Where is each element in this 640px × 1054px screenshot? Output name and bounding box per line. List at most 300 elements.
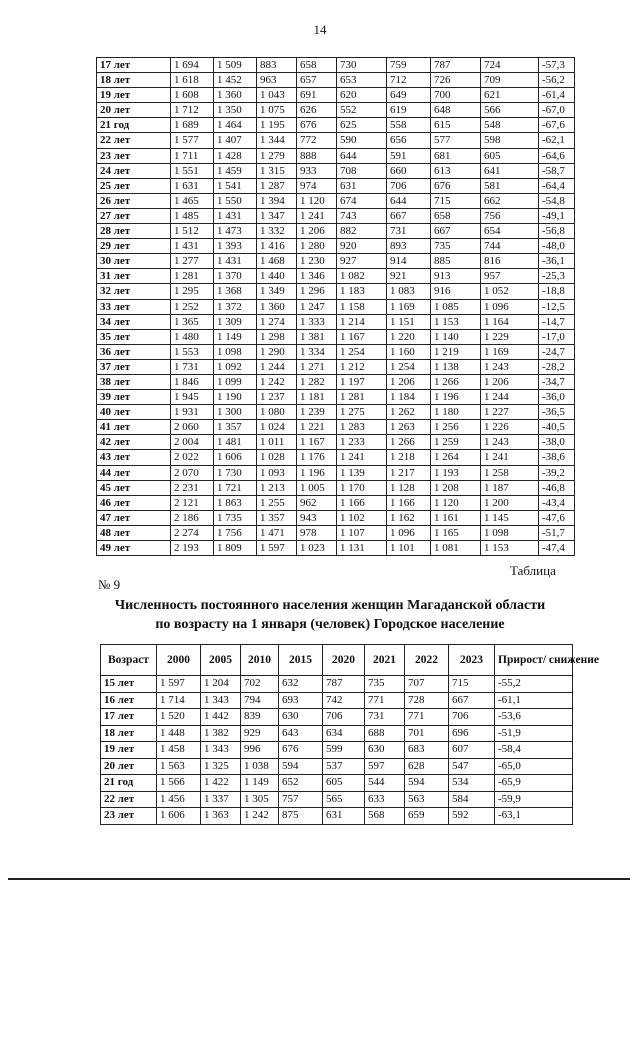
value-cell: -38,0 — [539, 435, 575, 450]
value-cell: 1 471 — [257, 525, 297, 540]
table-title — [80, 596, 580, 634]
value-cell: 1 043 — [257, 88, 297, 103]
value-cell: 1 357 — [257, 510, 297, 525]
value-cell: 1 195 — [257, 118, 297, 133]
value-cell: 1 279 — [257, 148, 297, 163]
value-cell: 1 730 — [214, 465, 257, 480]
value-cell: 1 577 — [171, 133, 214, 148]
value-cell: 1 363 — [201, 808, 241, 825]
value-cell: 2 121 — [171, 495, 214, 510]
value-cell: 657 — [297, 73, 337, 88]
column-header: 2022 — [405, 645, 449, 676]
value-cell: 1 931 — [171, 405, 214, 420]
value-cell: 1 085 — [431, 299, 481, 314]
value-cell: 2 004 — [171, 435, 214, 450]
value-cell: 1 809 — [214, 541, 257, 556]
value-cell: 996 — [241, 742, 279, 759]
column-header: 2010 — [241, 645, 279, 676]
value-cell: 715 — [449, 676, 495, 693]
value-cell: 1 183 — [337, 284, 387, 299]
value-cell: 619 — [387, 103, 431, 118]
value-cell: 1 180 — [431, 405, 481, 420]
value-cell: 1 305 — [241, 791, 279, 808]
value-cell: 1 551 — [171, 163, 214, 178]
age-cell: 33 лет — [97, 299, 171, 314]
value-cell: 1 608 — [171, 88, 214, 103]
value-cell: 1 349 — [257, 284, 297, 299]
table-row — [97, 465, 575, 480]
value-cell: 1 714 — [157, 692, 201, 709]
value-cell: 628 — [405, 758, 449, 775]
urban-women-table-body — [101, 676, 573, 825]
value-cell: 1 162 — [387, 510, 431, 525]
value-cell: 1 197 — [337, 374, 387, 389]
age-cell: 46 лет — [97, 495, 171, 510]
value-cell: -57,3 — [539, 58, 575, 73]
value-cell: 957 — [481, 269, 539, 284]
table-row — [97, 73, 575, 88]
value-cell: 1 243 — [481, 435, 539, 450]
value-cell: -65,0 — [495, 758, 573, 775]
value-cell: 656 — [387, 133, 431, 148]
value-cell: 742 — [323, 692, 365, 709]
value-cell: 1 024 — [257, 420, 297, 435]
urban-women-table-header — [101, 645, 573, 676]
value-cell: -64,4 — [539, 178, 575, 193]
value-cell: 1 846 — [171, 374, 214, 389]
value-cell: 1 081 — [431, 541, 481, 556]
age-cell: 39 лет — [97, 390, 171, 405]
value-cell: -48,0 — [539, 239, 575, 254]
value-cell: -59,9 — [495, 791, 573, 808]
value-cell: 1 252 — [171, 299, 214, 314]
age-cell: 17 лет — [101, 709, 157, 726]
value-cell: 1 242 — [241, 808, 279, 825]
value-cell: 1 169 — [387, 299, 431, 314]
value-cell: 633 — [365, 791, 405, 808]
value-cell: 1 381 — [297, 329, 337, 344]
table-row — [97, 329, 575, 344]
value-cell: 565 — [323, 791, 365, 808]
column-header: Возраст — [101, 645, 157, 676]
value-cell: 1 241 — [481, 450, 539, 465]
value-cell: 916 — [431, 284, 481, 299]
value-cell: 1 169 — [481, 344, 539, 359]
value-cell: 1 165 — [431, 525, 481, 540]
page-number: 14 — [313, 22, 327, 37]
value-cell: -65,9 — [495, 775, 573, 792]
value-cell: 1 606 — [214, 450, 257, 465]
value-cell: 1 092 — [214, 359, 257, 374]
table-row — [97, 193, 575, 208]
column-header: 2021 — [365, 645, 405, 676]
age-cell: 22 лет — [101, 791, 157, 808]
value-cell: 620 — [337, 88, 387, 103]
value-cell: 1 298 — [257, 329, 297, 344]
value-cell: 597 — [365, 758, 405, 775]
value-cell: 1 160 — [387, 344, 431, 359]
value-cell: 1 242 — [257, 374, 297, 389]
value-cell: 1 176 — [297, 450, 337, 465]
value-cell: -28,2 — [539, 359, 575, 374]
age-cell: 18 лет — [101, 725, 157, 742]
value-cell: 712 — [387, 73, 431, 88]
table-row — [97, 541, 575, 556]
value-cell: 1 038 — [241, 758, 279, 775]
value-cell: 1 442 — [201, 709, 241, 726]
value-cell: 1 131 — [337, 541, 387, 556]
value-cell: 1 167 — [297, 435, 337, 450]
value-cell: -36,5 — [539, 405, 575, 420]
value-cell: 1 166 — [387, 495, 431, 510]
value-cell: 700 — [431, 88, 481, 103]
value-cell: 771 — [405, 709, 449, 726]
value-cell: 634 — [323, 725, 365, 742]
value-cell: -36,0 — [539, 390, 575, 405]
value-cell: -53,6 — [495, 709, 573, 726]
value-cell: 563 — [405, 791, 449, 808]
table-caption: Таблица — [510, 563, 556, 578]
table-row — [97, 208, 575, 223]
table-row — [97, 269, 575, 284]
value-cell: 772 — [297, 133, 337, 148]
table-row — [97, 118, 575, 133]
value-cell: 1 480 — [171, 329, 214, 344]
value-cell: -43,4 — [539, 495, 575, 510]
value-cell: 888 — [297, 148, 337, 163]
value-cell: 693 — [279, 692, 323, 709]
value-cell: 1 512 — [171, 224, 214, 239]
value-cell: 794 — [241, 692, 279, 709]
value-cell: 1 541 — [214, 178, 257, 193]
value-cell: 544 — [365, 775, 405, 792]
value-cell: 1 206 — [387, 374, 431, 389]
age-cell: 30 лет — [97, 254, 171, 269]
value-cell: 644 — [387, 193, 431, 208]
value-cell: 1 145 — [481, 510, 539, 525]
table-row — [101, 692, 573, 709]
value-cell: 1 243 — [481, 359, 539, 374]
value-cell: -38,6 — [539, 450, 575, 465]
value-cell: -56,8 — [539, 224, 575, 239]
age-cell: 21 год — [101, 775, 157, 792]
value-cell: 1 241 — [337, 450, 387, 465]
value-cell: 1 393 — [214, 239, 257, 254]
value-cell: 1 128 — [387, 480, 431, 495]
age-cell: 34 лет — [97, 314, 171, 329]
value-cell: 594 — [405, 775, 449, 792]
value-cell: 653 — [337, 73, 387, 88]
value-cell: 1 153 — [481, 541, 539, 556]
value-cell: 1 448 — [157, 725, 201, 742]
value-cell: 1 416 — [257, 239, 297, 254]
value-cell: -47,4 — [539, 541, 575, 556]
value-cell: 2 274 — [171, 525, 214, 540]
age-cell: 26 лет — [97, 193, 171, 208]
value-cell: 1 468 — [257, 254, 297, 269]
value-cell: 662 — [481, 193, 539, 208]
value-cell: -67,6 — [539, 118, 575, 133]
age-cell: 41 лет — [97, 420, 171, 435]
value-cell: 1 337 — [201, 791, 241, 808]
value-cell: -51,7 — [539, 525, 575, 540]
value-cell: 1 712 — [171, 103, 214, 118]
table-row — [97, 480, 575, 495]
age-cell: 48 лет — [97, 525, 171, 540]
value-cell: 1 170 — [337, 480, 387, 495]
age-cell: 45 лет — [97, 480, 171, 495]
age-cell: 19 лет — [97, 88, 171, 103]
value-cell: 1 258 — [481, 465, 539, 480]
value-cell: -36,1 — [539, 254, 575, 269]
value-cell: 1 290 — [257, 344, 297, 359]
value-cell: 1 241 — [297, 208, 337, 223]
table-row — [97, 405, 575, 420]
table-row — [97, 103, 575, 118]
value-cell: 1 300 — [214, 405, 257, 420]
value-cell: 1 465 — [171, 193, 214, 208]
value-cell: 1 259 — [431, 435, 481, 450]
value-cell: 1 452 — [214, 73, 257, 88]
value-cell: 1 350 — [214, 103, 257, 118]
value-cell: 674 — [337, 193, 387, 208]
age-cell: 31 лет — [97, 269, 171, 284]
age-cell: 43 лет — [97, 450, 171, 465]
value-cell: 1 334 — [297, 344, 337, 359]
value-cell: 963 — [257, 73, 297, 88]
value-cell: 1 597 — [157, 676, 201, 693]
value-cell: -56,2 — [539, 73, 575, 88]
value-cell: 605 — [481, 148, 539, 163]
value-cell: 1 431 — [214, 208, 257, 223]
value-cell: -12,5 — [539, 299, 575, 314]
column-header: 2023 — [449, 645, 495, 676]
value-cell: 1 606 — [157, 808, 201, 825]
age-cell: 27 лет — [97, 208, 171, 223]
value-cell: -39,2 — [539, 465, 575, 480]
value-cell: 1 196 — [431, 390, 481, 405]
value-cell: 1 229 — [481, 329, 539, 344]
value-cell: 1 731 — [171, 359, 214, 374]
value-cell: 632 — [279, 676, 323, 693]
value-cell: 1 394 — [257, 193, 297, 208]
value-cell: 1 096 — [481, 299, 539, 314]
value-cell: 577 — [431, 133, 481, 148]
value-cell: 883 — [257, 58, 297, 73]
value-cell: 1 618 — [171, 73, 214, 88]
value-cell: 676 — [297, 118, 337, 133]
table-row — [101, 808, 573, 825]
age-cell: 44 лет — [97, 465, 171, 480]
value-cell: 1 566 — [157, 775, 201, 792]
value-cell: 1 343 — [201, 742, 241, 759]
table-row — [97, 133, 575, 148]
value-cell: 1 347 — [257, 208, 297, 223]
column-header: 2020 — [323, 645, 365, 676]
value-cell: 537 — [323, 758, 365, 775]
value-cell: 943 — [297, 510, 337, 525]
value-cell: 605 — [323, 775, 365, 792]
value-cell: 1 509 — [214, 58, 257, 73]
value-cell: 1 247 — [297, 299, 337, 314]
value-cell: 1 153 — [431, 314, 481, 329]
value-cell: 667 — [387, 208, 431, 223]
value-cell: 1 689 — [171, 118, 214, 133]
value-cell: 652 — [279, 775, 323, 792]
value-cell: 1 244 — [481, 390, 539, 405]
value-cell: 667 — [449, 692, 495, 709]
table-row — [97, 254, 575, 269]
value-cell: 1 365 — [171, 314, 214, 329]
age-cell: 47 лет — [97, 510, 171, 525]
value-cell: 1 368 — [214, 284, 257, 299]
value-cell: 735 — [365, 676, 405, 693]
age-cell: 20 лет — [97, 103, 171, 118]
value-cell: 1 214 — [337, 314, 387, 329]
value-cell: 920 — [337, 239, 387, 254]
value-cell: 771 — [365, 692, 405, 709]
value-cell: -24,7 — [539, 344, 575, 359]
value-cell: 658 — [431, 208, 481, 223]
value-cell: 691 — [297, 88, 337, 103]
value-cell: 787 — [431, 58, 481, 73]
age-cell: 18 лет — [97, 73, 171, 88]
value-cell: 1 333 — [297, 314, 337, 329]
table-row — [97, 148, 575, 163]
footer-divider — [8, 878, 630, 880]
value-cell: 1 431 — [214, 254, 257, 269]
value-cell: 1 102 — [337, 510, 387, 525]
value-cell: 590 — [337, 133, 387, 148]
age-table-continued — [96, 57, 575, 556]
value-cell: 630 — [279, 709, 323, 726]
value-cell: 1 275 — [337, 405, 387, 420]
value-cell: 1 277 — [171, 254, 214, 269]
value-cell: 1 161 — [431, 510, 481, 525]
table-row — [101, 775, 573, 792]
value-cell: 648 — [431, 103, 481, 118]
value-cell: 978 — [297, 525, 337, 540]
value-cell: 1 244 — [257, 359, 297, 374]
value-cell: 1 120 — [297, 193, 337, 208]
value-cell: 621 — [481, 88, 539, 103]
value-cell: 1 550 — [214, 193, 257, 208]
value-cell: 658 — [297, 58, 337, 73]
value-cell: 1 428 — [214, 148, 257, 163]
value-cell: 667 — [431, 224, 481, 239]
column-header: 2015 — [279, 645, 323, 676]
value-cell: 1 332 — [257, 224, 297, 239]
table-row — [101, 709, 573, 726]
value-cell: 1 190 — [214, 390, 257, 405]
age-cell: 25 лет — [97, 178, 171, 193]
age-cell: 21 год — [97, 118, 171, 133]
table-row — [97, 450, 575, 465]
value-cell: -67,0 — [539, 103, 575, 118]
value-cell: 1 473 — [214, 224, 257, 239]
value-cell: 1 184 — [387, 390, 431, 405]
value-cell: 1 239 — [297, 405, 337, 420]
value-cell: 552 — [337, 103, 387, 118]
value-cell: 1 213 — [257, 480, 297, 495]
value-cell: -51,9 — [495, 725, 573, 742]
age-cell: 16 лет — [101, 692, 157, 709]
value-cell: 1 023 — [297, 541, 337, 556]
value-cell: -46,8 — [539, 480, 575, 495]
age-cell: 40 лет — [97, 405, 171, 420]
value-cell: -58,7 — [539, 163, 575, 178]
value-cell: -63,1 — [495, 808, 573, 825]
value-cell: 1 221 — [297, 420, 337, 435]
value-cell: 706 — [449, 709, 495, 726]
value-cell: -54,8 — [539, 193, 575, 208]
value-cell: 1 721 — [214, 480, 257, 495]
age-cell: 22 лет — [97, 133, 171, 148]
age-cell: 23 лет — [101, 808, 157, 825]
value-cell: -34,7 — [539, 374, 575, 389]
value-cell: 1 080 — [257, 405, 297, 420]
column-header: 2005 — [201, 645, 241, 676]
table-row — [97, 58, 575, 73]
value-cell: 974 — [297, 178, 337, 193]
value-cell: 1 459 — [214, 163, 257, 178]
value-cell: 1 256 — [431, 420, 481, 435]
value-cell: 1 120 — [431, 495, 481, 510]
column-header: 2000 — [157, 645, 201, 676]
value-cell: 1 206 — [297, 224, 337, 239]
value-cell: 534 — [449, 775, 495, 792]
value-cell: 594 — [279, 758, 323, 775]
value-cell: 1 140 — [431, 329, 481, 344]
value-cell: 1 407 — [214, 133, 257, 148]
table-row — [97, 163, 575, 178]
value-cell: 1 360 — [257, 299, 297, 314]
table-row — [97, 359, 575, 374]
value-cell: 1 164 — [481, 314, 539, 329]
value-cell: 1 346 — [297, 269, 337, 284]
value-cell: 1 520 — [157, 709, 201, 726]
value-cell: 683 — [405, 742, 449, 759]
value-cell: 1 485 — [171, 208, 214, 223]
table-row — [101, 758, 573, 775]
age-table-body — [97, 58, 575, 556]
value-cell: 1 456 — [157, 791, 201, 808]
value-cell: -62,1 — [539, 133, 575, 148]
value-cell: -25,3 — [539, 269, 575, 284]
value-cell: 726 — [431, 73, 481, 88]
value-cell: 927 — [337, 254, 387, 269]
value-cell: 631 — [323, 808, 365, 825]
value-cell: 1 208 — [431, 480, 481, 495]
value-cell: 2 060 — [171, 420, 214, 435]
value-cell: 913 — [431, 269, 481, 284]
value-cell: 1 631 — [171, 178, 214, 193]
value-cell: 1 096 — [387, 525, 431, 540]
table-row — [97, 344, 575, 359]
value-cell: 1 193 — [431, 465, 481, 480]
value-cell: 885 — [431, 254, 481, 269]
value-cell: 584 — [449, 791, 495, 808]
value-cell: 1 266 — [431, 374, 481, 389]
value-cell: -61,4 — [539, 88, 575, 103]
value-cell: 759 — [387, 58, 431, 73]
value-cell: 1 264 — [431, 450, 481, 465]
value-cell: 2 070 — [171, 465, 214, 480]
value-cell: 1 167 — [337, 329, 387, 344]
value-cell: 1 098 — [214, 344, 257, 359]
age-cell: 36 лет — [97, 344, 171, 359]
value-cell: 1 151 — [387, 314, 431, 329]
